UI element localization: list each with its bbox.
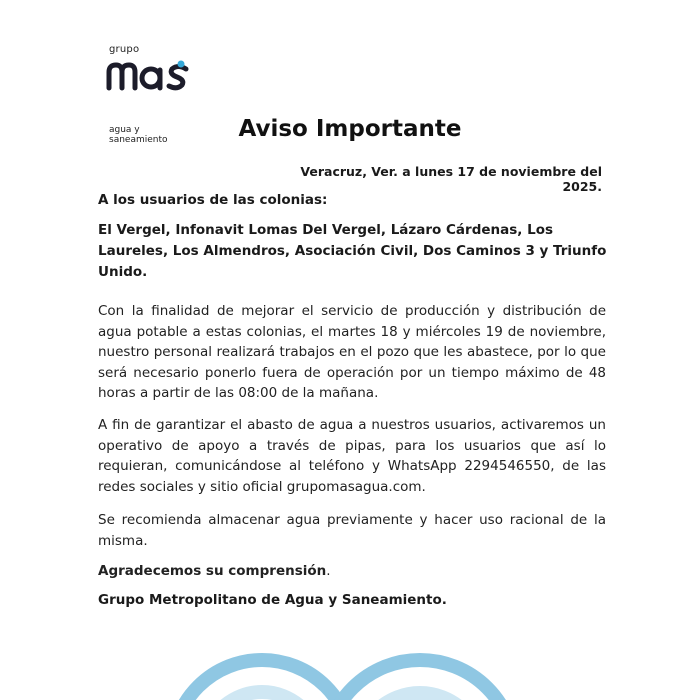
salutation: A los usuarios de las colonias: xyxy=(98,192,328,208)
paragraph-service-work: Con la finalidad de mejorar el servicio de producción y distribución de agua potable a estas colonias, el martes 18 y miércoles 19 de noviembre, nuestro personal realizará trabajos en el pozo que les abastece, por lo que será necesario ponerlo fuera de operación por un tiempo máximo de 48 horas a partir de las 08:00 de la mañana. xyxy=(98,303,606,402)
paragraph-water-trucks: A fin de garantizar el abasto de agua a nuestros usuarios, activaremos un operativo de apoyo a través de pipas, para los usuarios que así lo requieran, comunicándose al teléfono y WhatsApp 2294546550, de las redes sociales y sitio oficial grupomasagua.com. xyxy=(98,417,606,495)
signature: Grupo Metropolitano de Agua y Saneamiento. xyxy=(98,592,447,608)
thanks-line xyxy=(98,563,331,579)
thanks-tail: . xyxy=(326,563,331,579)
logo-wordmark xyxy=(106,54,196,94)
thanks-bold: Agradecemos su comprensión xyxy=(98,563,327,579)
dateline: Veracruz, Ver. a lunes 17 de noviembre del 2025. xyxy=(300,164,602,194)
logo-subtitle-line2: saneamiento xyxy=(109,135,168,145)
logo-grupo-text: grupo xyxy=(109,44,140,55)
logo-subtitle-line1: agua y xyxy=(109,125,140,135)
colonias-list: El Vergel, Infonavit Lomas Del Vergel, Lázaro Cárdenas, Los Laureles, Los Almendros, Asociación Civil, Dos Caminos 3 y Triunfo Unido. xyxy=(98,222,607,280)
decorative-waves xyxy=(0,620,700,700)
page-title: Aviso Importante xyxy=(238,116,462,142)
company-logo xyxy=(106,44,206,145)
paragraph-recommendation: Se recomienda almacenar agua previamente y hacer uso racional de la misma. xyxy=(98,512,606,549)
